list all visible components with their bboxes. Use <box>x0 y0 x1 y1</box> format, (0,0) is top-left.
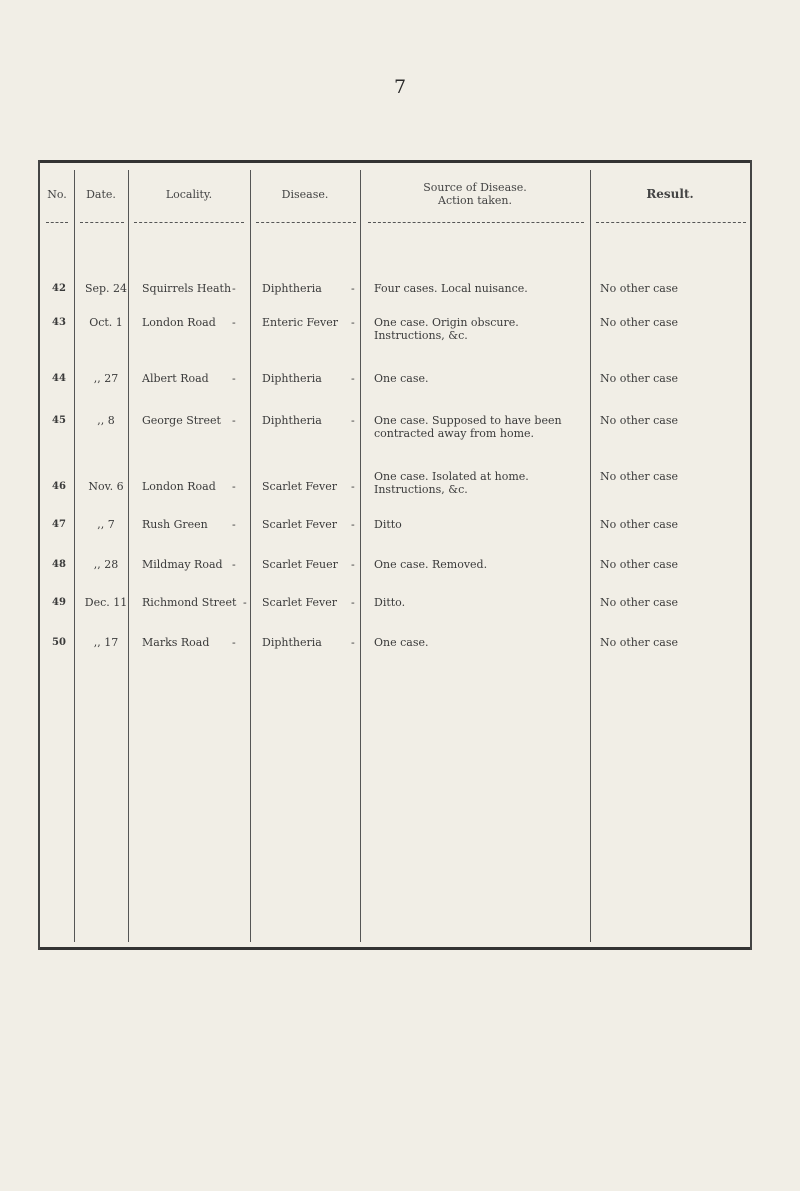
cell-date: Nov. 6 <box>88 480 124 493</box>
cell-locality: Mildmay Road <box>142 558 223 571</box>
cell-date: Dec. 11 <box>84 596 128 609</box>
cell-disease: Diphtheria <box>262 372 322 385</box>
cell-disease: Scarlet Fever <box>262 518 337 531</box>
leader-dash: - <box>351 636 355 649</box>
leader-dash: - <box>243 596 247 609</box>
cell-source: One case. Supposed to have been contracted away from home. <box>374 414 562 440</box>
cell-result: No other case <box>600 414 679 427</box>
cell-no: 47 <box>52 519 66 530</box>
header-rule <box>80 222 124 224</box>
header-source <box>360 172 590 216</box>
leader-dash: - <box>232 480 236 493</box>
header-rule <box>46 222 68 224</box>
header-rule <box>596 222 746 224</box>
cell-source: One case. Isolated at home. Instructions, &c. <box>374 470 529 496</box>
cell-source: One case. Origin obscure. Instructions, &c. <box>374 316 519 342</box>
cell-result: No other case <box>600 316 679 329</box>
cell-source: Four cases. Local nuisance. <box>374 282 528 295</box>
cell-source: One case. <box>374 636 429 649</box>
cell-locality: Squirrels Heath <box>142 282 232 295</box>
cell-locality: London Road <box>142 480 216 493</box>
cell-no: 48 <box>52 559 66 570</box>
header-disease: Disease. <box>281 187 329 201</box>
cell-locality: Marks Road <box>142 636 210 649</box>
cell-disease: Scarlet Feuer <box>262 558 338 571</box>
cell-locality: George Street <box>142 414 221 427</box>
cell-no: 42 <box>52 283 66 294</box>
cell-date: ,, 28 <box>93 558 119 571</box>
cell-source: One case. <box>374 372 429 385</box>
cell-source: One case. Removed. <box>374 558 488 571</box>
cell-no: 46 <box>52 481 66 492</box>
leader-dash: - <box>351 372 355 385</box>
column-divider <box>360 170 361 942</box>
cell-date: Sep. 24 <box>84 282 128 295</box>
header-result: Result. <box>646 186 694 201</box>
table-bottom-rule <box>38 947 752 950</box>
header-rule <box>134 222 244 224</box>
cell-result: No other case <box>600 636 679 649</box>
cell-source: Ditto <box>374 518 402 531</box>
cell-result: No other case <box>600 596 679 609</box>
cell-date: ,, 27 <box>93 372 119 385</box>
cell-disease: Enteric Fever <box>262 316 339 329</box>
leader-dash: - <box>351 518 355 531</box>
cell-disease: Diphtheria <box>262 636 322 649</box>
cell-date: ,, 7 <box>97 518 115 531</box>
cell-no: 50 <box>52 637 66 648</box>
disease-table <box>38 160 752 950</box>
cell-locality: Rush Green <box>142 518 208 531</box>
cell-locality: Albert Road <box>142 372 209 385</box>
cell-result: No other case <box>600 470 679 483</box>
cell-result: No other case <box>600 558 679 571</box>
cell-no: 44 <box>52 373 66 384</box>
cell-source: Ditto. <box>374 596 406 609</box>
column-divider <box>250 170 251 942</box>
cell-disease: Diphtheria <box>262 282 322 295</box>
leader-dash: - <box>232 518 236 531</box>
leader-dash: - <box>232 558 236 571</box>
leader-dash: - <box>351 414 355 427</box>
leader-dash: - <box>351 596 355 609</box>
table-top-rule <box>38 160 752 163</box>
leader-dash: - <box>232 372 236 385</box>
cell-result: No other case <box>600 282 679 295</box>
cell-result: No other case <box>600 372 679 385</box>
header-no: No. <box>47 187 67 201</box>
header-rule <box>368 222 584 224</box>
leader-dash: - <box>351 480 355 493</box>
cell-date: ,, 8 <box>97 414 115 427</box>
leader-dash: - <box>351 558 355 571</box>
header-date: Date. <box>86 187 116 201</box>
cell-locality: London Road <box>142 316 216 329</box>
cell-no: 45 <box>52 415 66 426</box>
page-number: 7 <box>393 76 407 98</box>
cell-disease: Scarlet Fever <box>262 480 337 493</box>
leader-dash: - <box>351 316 355 329</box>
table-left-rule <box>38 160 40 950</box>
cell-locality: Richmond Street <box>142 596 237 609</box>
header-source-line2: Action taken. <box>438 194 512 207</box>
header-rule <box>256 222 356 224</box>
cell-disease: Diphtheria <box>262 414 322 427</box>
leader-dash: - <box>351 282 355 295</box>
table-right-rule <box>750 160 752 950</box>
cell-date: ,, 17 <box>93 636 119 649</box>
column-divider <box>590 170 591 942</box>
cell-date: Oct. 1 <box>89 316 123 329</box>
cell-result: No other case <box>600 518 679 531</box>
leader-dash: - <box>232 282 236 295</box>
header-locality: Locality. <box>165 187 213 201</box>
cell-no: 43 <box>52 317 66 328</box>
cell-disease: Scarlet Fever <box>262 596 337 609</box>
cell-no: 49 <box>52 597 66 608</box>
leader-dash: - <box>232 316 236 329</box>
header-source-line1: Source of Disease. <box>423 181 527 194</box>
leader-dash: - <box>232 636 236 649</box>
leader-dash: - <box>232 414 236 427</box>
